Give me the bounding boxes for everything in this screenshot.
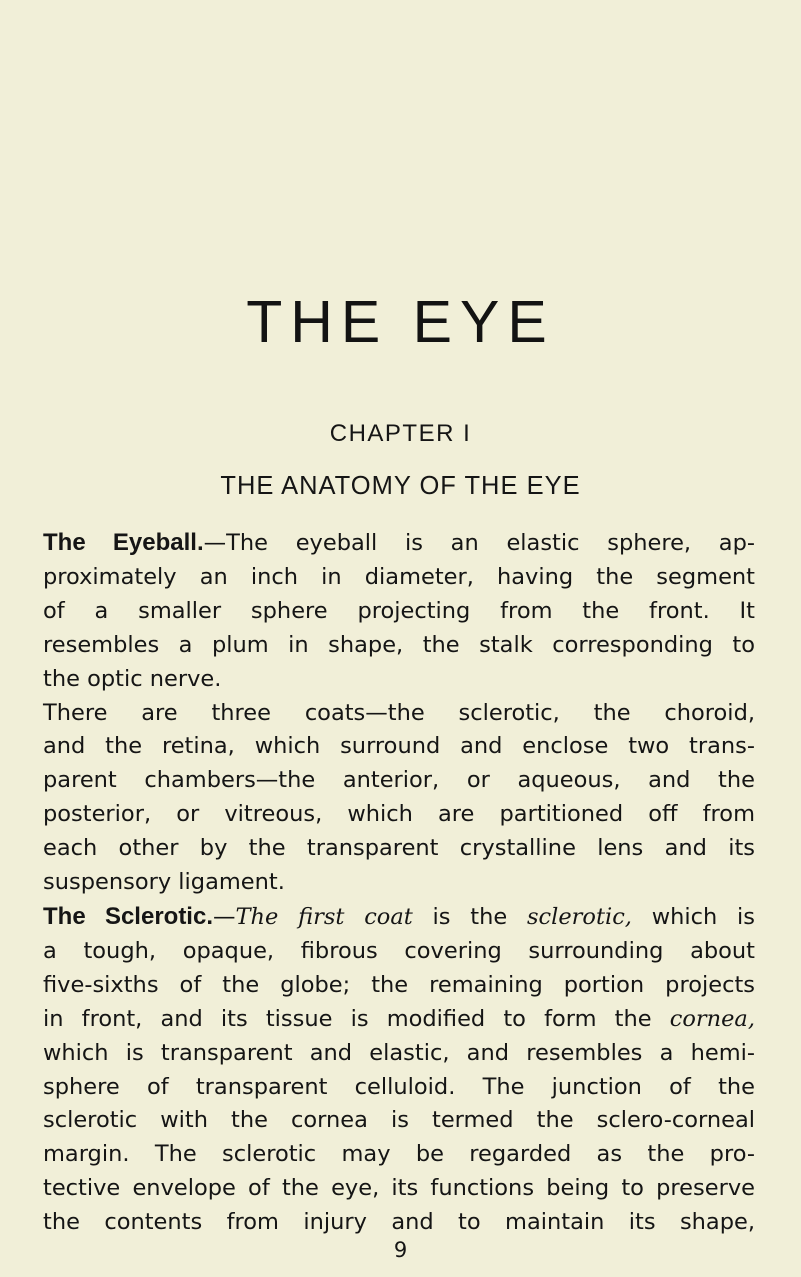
paragraph-line: and the retina, which surround and enclose two trans- <box>43 733 755 760</box>
paragraph-line: suspensory ligament. <box>43 869 285 896</box>
paragraph-line: of a smaller sphere projecting from the front. It <box>43 597 755 624</box>
paragraph-line: tective envelope of the eye, its functions being to preserve <box>43 1175 755 1202</box>
italic-first-coat: The first coat <box>235 903 413 930</box>
paragraph-line: each other by the transparent crystalline lens and its <box>43 835 755 862</box>
paragraph-line: sphere of transparent celluloid. The junction of the <box>43 1073 755 1100</box>
paragraph-line: the optic nerve. <box>43 665 222 692</box>
paragraph-line: proximately an inch in diameter, having the segment <box>43 563 755 590</box>
paragraph-line: There are three coats—the sclerotic, the choroid, <box>43 699 755 726</box>
body-text <box>43 526 755 1240</box>
paragraph-line: parent chambers—the anterior, or aqueous, and the <box>43 767 755 794</box>
italic-cornea: cornea, <box>669 1005 755 1032</box>
paragraph-line <box>43 1003 755 1037</box>
section-heading-eyeball: The Eyeball. <box>43 529 204 556</box>
line-text: which is <box>631 903 755 930</box>
paragraph-line: five-sixths of the globe; the remaining portion projects <box>43 971 755 998</box>
paragraph-line <box>43 526 755 561</box>
page-number: 9 <box>393 1238 408 1262</box>
paragraph-line <box>43 900 755 935</box>
italic-sclerotic: sclerotic, <box>527 903 632 930</box>
paragraph-line: posterior, or vitreous, which are partitioned off from <box>43 801 755 828</box>
chapter-number: CHAPTER I <box>329 420 472 447</box>
paragraph-line: sclerotic with the cornea is termed the sclero-corneal <box>43 1107 755 1134</box>
book-title: THE EYE <box>246 289 555 355</box>
paragraph-line: margin. The sclerotic may be regarded as the pro- <box>43 1141 755 1168</box>
line-text: in front, and its tissue is modified to form the <box>43 1005 670 1032</box>
chapter-title: THE ANATOMY OF THE EYE <box>220 472 581 500</box>
line-text: — <box>213 903 236 930</box>
line-text: —The eyeball is an elastic sphere, ap- <box>203 530 755 556</box>
paragraph-line: a tough, opaque, fibrous covering surrounding about <box>43 937 755 964</box>
line-text: is the <box>412 903 527 930</box>
paragraph-line: the contents from injury and to maintain its shape, <box>43 1209 755 1236</box>
section-heading-sclerotic: The Sclerotic. <box>43 902 213 930</box>
paragraph-line: resembles a plum in shape, the stalk corresponding to <box>43 631 755 658</box>
paragraph-line: which is transparent and elastic, and resembles a hemi- <box>43 1039 755 1066</box>
